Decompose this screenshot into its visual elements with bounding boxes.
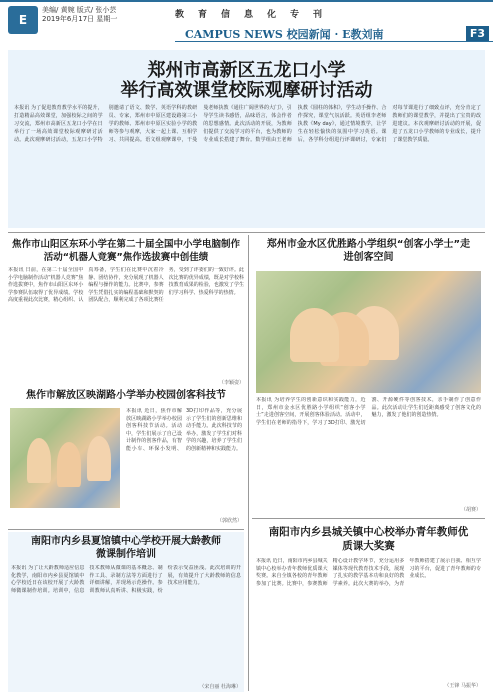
divider (252, 518, 485, 519)
article-title: 焦作市山阳区东环小学在第二十届全国中小学电脑制作活动“机器人竞赛”焦作选拔赛中创佳绩 (11, 239, 240, 263)
lead-title-line2: 举行高效课堂校际观摩研讨活动 (120, 80, 373, 101)
article-title: 郑州市金水区优胜路小学组织“创客小学士”走进创客空间 (266, 239, 471, 263)
maker-space-photo (256, 271, 481, 393)
maker-photo (10, 408, 120, 508)
article-credit: （宋自丽 杜海琳） (199, 684, 241, 690)
article-credit: （李颖姿） (218, 380, 244, 386)
divider (8, 232, 485, 233)
article-maker-festival (8, 386, 244, 526)
article-credit: （王锋 马振华） (444, 683, 481, 689)
masthead-slogan: 教育信息化专刊 (175, 10, 337, 20)
article-teacher-contest (252, 521, 485, 692)
article-credit: （郭欣然） (216, 518, 242, 524)
article-maker-space (252, 235, 485, 515)
article-body: 本报讯 近日，南阳市内乡县城关镇中心校举办青年教师优质课大奖赛。来自全镇各校的青年教师参加了比赛。比赛中，参赛教师精心设计教学环节，充分运用多媒体等现代教育技术手段，展现了扎实的教学基本功和良好的教学素养。此次大赛的举办，为青年教师搭建了展示自我、相互学习的平台，促进了青年教师的专业成长。 (256, 558, 481, 587)
article-title: 焦作市解放区映湖路小学举办校园创客科技节 (26, 390, 226, 401)
column-divider (248, 235, 249, 691)
lead-article (8, 50, 485, 228)
issue-info (42, 6, 117, 24)
article-title: 南阳市内乡县夏馆镇中心学校开展大龄教师微课制作培训 (31, 536, 221, 560)
article-credit: （胡赛） (460, 507, 481, 513)
article-body: 本报讯 为了让大龄教师适应信息化教学，南阳市内乡县夏馆镇中心学校近日在该校开展了大龄教师微课制作培训。培训中，信息技术教师从微课的基本概念、制作工具、录制方法等方面进行了详细讲解，并现场示范操作。参训教师认真听讲、积极实践，纷纷表示受益匪浅。此次培训的开展，有效提升了大龄教师的信息技术应用能力。 (11, 565, 241, 594)
article-body: 本报讯 为培养学生的创新意识和实践能力，近日，郑州市金水区优胜路小学组织“创客小学士”走进创客空间，开展创客体验活动。活动中，学生们在老师的指导下，学习了3D打印、激光切割、开源硬件等创客技术，亲手制作了创意作品。此次活动让学生们近距离感受了创客文化的魅力，激发了他们的创造热情。 (256, 397, 481, 426)
lead-body: 本报讯 为了促进教育教学水平的提升，打造精品高效课堂，加强校际之间的学习交流，郑州市高新区五龙口小学在日举行了一场高效课堂校际观摩研讨活动。此次观摩研讨活动，五龙口小学特别邀请了语文、数学、英语学科的教研员、专家，郑州市中原区建设路第三小学的教师、郑州市中原区实验小学的教师等参与观摩，大家一起上课、互相学习、共同提高。语文组观摩课中，干曼曼老师执教《通往广阔世界的大门》，引导学生读书感悟，品味语言，体会作者的思想感情。此次活动的开展，为教师们提供了交流学习的平台，也为教师的专业成长搭建了舞台。数学组由王老师执教《圆柱的体积》，学生动手操作、合作探究，课堂气氛活跃。英语组李老师执教《My day》，通过情境教学，让学生在轻松愉快的氛围中学习英语。课后，各学科分组进行评课研讨，专家们对每节课进行了细致点评，充分肯定了教师们的课堂教学，并提出了宝贵的改进建议。本次观摩研讨活动的开展，促进了五龙口小学教师的专业成长，提升了课堂教学质量。 (14, 105, 481, 143)
page-number: F3 (466, 26, 489, 41)
article-micro-lesson (8, 532, 244, 692)
article-robot-contest (8, 235, 244, 386)
date-line: 2019年6月17日 星期一 (42, 15, 118, 23)
article-title: 南阳市内乡县城关镇中心校举办青年教师优质课大奖赛 (268, 526, 469, 552)
divider (8, 529, 244, 530)
article-body: 本报讯 近日，焦作市解放区映湖路小学举办校园创客科技节活动。活动中，学生们展示了自己设计制作的创客作品，有智能小车、环保小发明、3D打印作品等，充分展示了学生们的创新思维和动手能力。此次科技节的举办，激发了学生们对科学的兴趣，培养了学生们的创新精神和实践能力。 (126, 408, 242, 452)
editor-line: 美编/ 黄婉 版式/ 张小芸 (42, 6, 117, 14)
newspaper-logo: E (8, 6, 38, 34)
section-name: CAMPUS NEWS 校园新闻 · E教刘南 (185, 28, 384, 41)
lead-title-line1: 郑州市高新区五龙口小学 (147, 60, 346, 81)
page-header (0, 2, 493, 44)
article-body: 本报讯 日前，在第二十届全国中小学电脑制作活动“机器人竞赛”焦作选拔赛中，焦作市山阳区东环小学参赛队伍取得了优异成绩。学校高度重视此次比赛，精心组织、认真筹备，学生们在比赛中沉着冷静、团结协作，充分展现了机器人编程与操作的能力。比赛中，参赛学生凭借扎实的编程基础和默契的团队配合，顺利完成了各项比赛任务，受到了评委们的一致好评。此次比赛的优异成绩，既是对学校科技教育成果的检验，也激发了学生们学习科学、热爱科学的热情。 (8, 267, 244, 304)
